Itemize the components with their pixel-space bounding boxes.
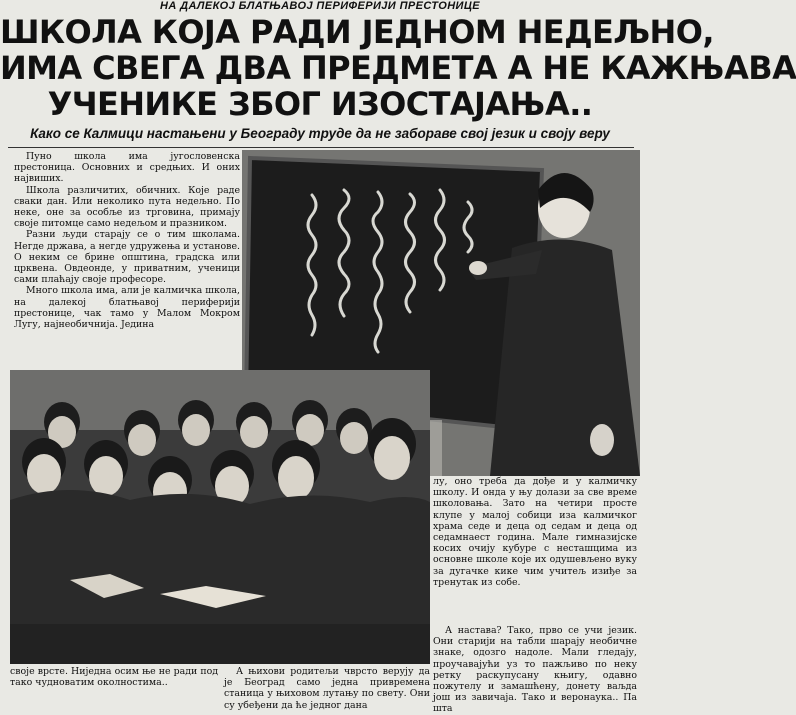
article-column-bottom-middle — [224, 666, 430, 713]
headline-line-2: ИМА СВЕГА ДВА ПРЕДМЕТА А НЕ КАЖЊАВА — [0, 49, 796, 87]
photo-pupils-reading — [10, 370, 430, 664]
article-column-right-top — [433, 476, 637, 622]
headline-line-3: УЧЕНИКЕ ЗБОГ ИЗОСТАЈАЊА.. — [47, 85, 593, 123]
headline-line-1: ШКОЛА КОЈА РАДИ ЈЕДНОМ НЕДЕЉНО, — [0, 13, 714, 51]
article-column-left — [14, 151, 240, 366]
paragraph: Школа различитих, обичних. Које раде сваки дан. Или неколико пута недељно. По неке, оне за особље из трговина, примају своје питомце само недељом и празником. — [14, 184, 240, 230]
paragraph: Пуно школа има југословенска престоница. Основних и средњих. И оних највиших. — [14, 151, 240, 185]
paragraph: лу, оно треба да дође и у калмичку школу. И онда у њу долази за све време школовања. Зато на четири просте клупе у малој собици иза калмичког храма седе и деца од седам и деца од седамнаест година. Мале гимназијске косих очију кубуре с несташцима из основне школе које их одушевљено вуку за дугачке кике чим учитељ изиђе за тренутак из собе. — [433, 476, 637, 588]
subheadline: Како се Калмици настањени у Београду труде да не забораве свој језик и своју веру — [30, 126, 610, 141]
paragraph: А настава? Тако, прво се учи језик. Они старији на табли шарају необичне знаке, одозго надоле. Мали гледају, проучавајући уз то пажљиво по неку ретку раскупусану књигу, одавно пожутелу и замашћену, донету ваљда још из завичаја. Тако и веронаука.. Па шта — [433, 625, 637, 715]
paragraph: Разни људи старају се о тим школама. Негде држава, а негде удружења и установе. О неким се брине општина, градска или црквена. Овдеонде, у приватним, ученици сами плаћају своје професоре. — [14, 229, 240, 286]
paragraph: А њихови родитељи чврсто верују да је Београд само једна привремена станица у њиховом лутању по свету. Они су убеђени да ће једног дана — [224, 666, 430, 711]
paragraph: Много школа има, али је калмичка школа, на далекој блатњавој периферији престонице, чак тамо у Малом Мокром Лугу, најнеобичнија. Једина — [14, 285, 240, 331]
paragraph: своје врсте. Ниједна осим ње не ради под тако чудноватим околностима.. — [10, 666, 218, 689]
article-column-right-bottom — [433, 625, 637, 713]
kicker: НА ДАЛЕКОЈ БЛАТЊАВОЈ ПЕРИФЕРИЈИ ПРЕСТОНИЦЕ — [159, 0, 481, 12]
divider-rule — [8, 147, 634, 148]
article-column-bottom-left — [10, 666, 218, 713]
